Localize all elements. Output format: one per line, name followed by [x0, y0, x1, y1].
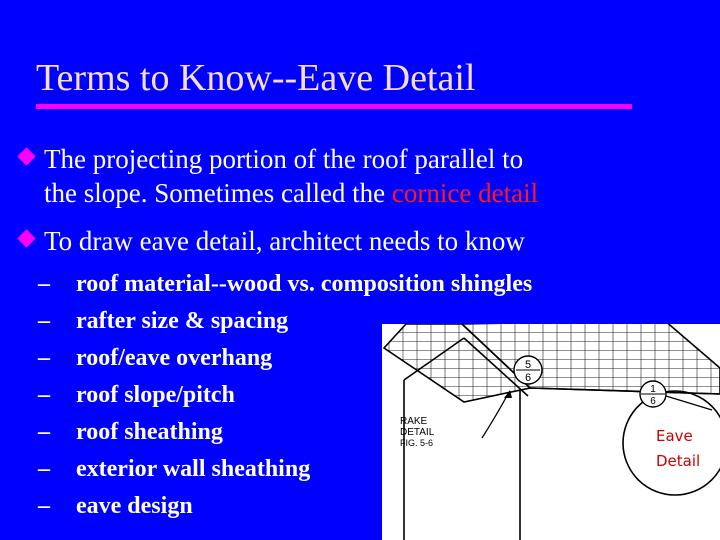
cornice-detail-term: cornice detail [391, 178, 539, 208]
dash-marker: – [38, 308, 50, 334]
bullet-2 [20, 224, 525, 258]
sub-item-text: exterior wall sheathing [76, 456, 311, 482]
rake-label-1: RAKE [400, 416, 428, 427]
eave-callout-bottom: 6 [650, 396, 656, 407]
bullet-1 [20, 142, 538, 210]
rake-callout-top: 5 [524, 359, 532, 371]
house-drawing [382, 324, 720, 540]
sub-item-text: roof material--wood vs. composition shingles [76, 271, 533, 297]
rake-ref: FIG. 5-6 [400, 438, 434, 448]
dash-marker: – [38, 493, 50, 519]
roof-outline [384, 324, 720, 402]
bullet-2-text: To draw eave detail, architect needs to know [44, 226, 525, 256]
eave-label-1: Eave [656, 427, 693, 445]
eave-callout-top: 1 [650, 384, 656, 395]
rake-leader-arrow [482, 394, 508, 438]
eave-label-2: Detail [656, 452, 701, 470]
sub-item-text: eave design [76, 493, 193, 519]
title-underline [36, 104, 632, 109]
dash-marker: – [38, 271, 50, 297]
sub-item-text: roof sheathing [76, 419, 223, 445]
eave-detail-figure [382, 324, 720, 540]
dash-marker: – [38, 382, 50, 408]
sub-item-text: rafter size & spacing [76, 308, 289, 334]
sub-item [38, 266, 532, 303]
sub-item-text: roof/eave overhang [76, 345, 273, 371]
slide-title: Terms to Know--Eave Detail [36, 57, 476, 99]
bullet-1-line-1: The projecting portion of the roof parallel to [44, 144, 524, 174]
dash-marker: – [38, 456, 50, 482]
bullet-1-line-2 [20, 176, 538, 210]
rake-label-2: DETAIL [400, 427, 435, 438]
dash-marker: – [38, 419, 50, 445]
rake-callout-bottom: 6 [524, 372, 532, 384]
eave-callout [623, 381, 720, 495]
bullet-1-line-2-text: the slope. Sometimes called the [44, 178, 392, 208]
dash-marker: – [38, 345, 50, 371]
sub-item-text: roof slope/pitch [76, 382, 235, 408]
